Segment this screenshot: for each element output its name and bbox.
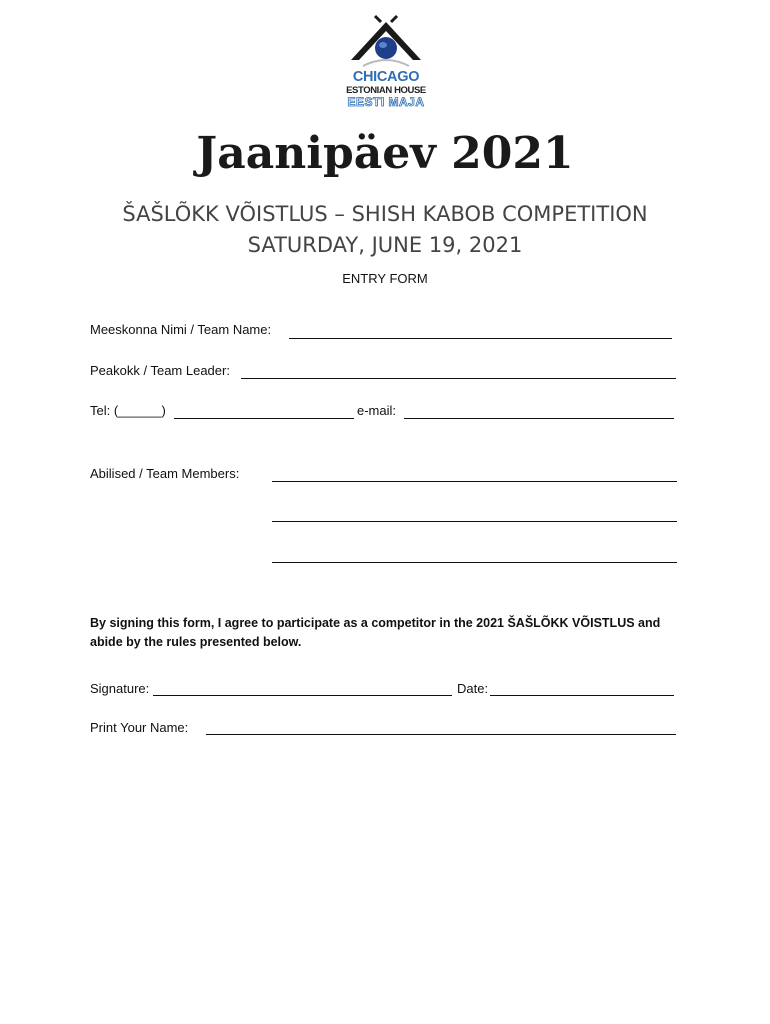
agreement-text: By signing this form, I agree to participate as a competitor in the 2021 ŠAŠLÕKK VÕISTLUS and abide by the rules presented below.	[90, 616, 661, 649]
team-member-field-3[interactable]	[272, 562, 677, 563]
entry-form-label: ENTRY FORM	[342, 271, 428, 286]
tel-field[interactable]	[174, 418, 354, 419]
team-name-label: Meeskonna Nimi / Team Name:	[90, 322, 272, 337]
email-label: e-mail:	[357, 403, 397, 418]
date-field[interactable]	[490, 695, 674, 696]
team-leader-label: Peakokk / Team Leader:	[90, 363, 230, 378]
email-field[interactable]	[404, 418, 674, 419]
team-members-label: Abilised / Team Members:	[90, 466, 240, 481]
date-label: Date:	[457, 681, 489, 696]
team-member-field-1[interactable]	[272, 481, 677, 482]
print-name-label: Print Your Name:	[90, 720, 189, 735]
team-leader-field[interactable]	[241, 378, 676, 379]
logo-eesti-maja-text: EESTI MAJA	[347, 95, 425, 109]
signature-label: Signature:	[90, 681, 150, 696]
tel-label: Tel: (______)	[90, 403, 166, 418]
logo-estonian-house-text: ESTONIAN HOUSE	[346, 85, 426, 96]
team-member-field-2[interactable]	[272, 521, 677, 522]
event-date: SATURDAY, JUNE 19, 2021	[247, 233, 523, 257]
page-title: Jaanipäev 2021	[196, 128, 574, 179]
signature-field[interactable]	[153, 695, 452, 696]
team-name-field[interactable]	[289, 338, 672, 339]
chicago-estonian-house-logo	[343, 14, 429, 108]
house-roof-icon	[343, 14, 429, 74]
print-name-field[interactable]	[206, 734, 676, 735]
event-subtitle: ŠAŠLÕKK VÕISTLUS – SHISH KABOB COMPETITION	[122, 202, 648, 226]
logo-chicago-text: CHICAGO	[352, 69, 420, 85]
